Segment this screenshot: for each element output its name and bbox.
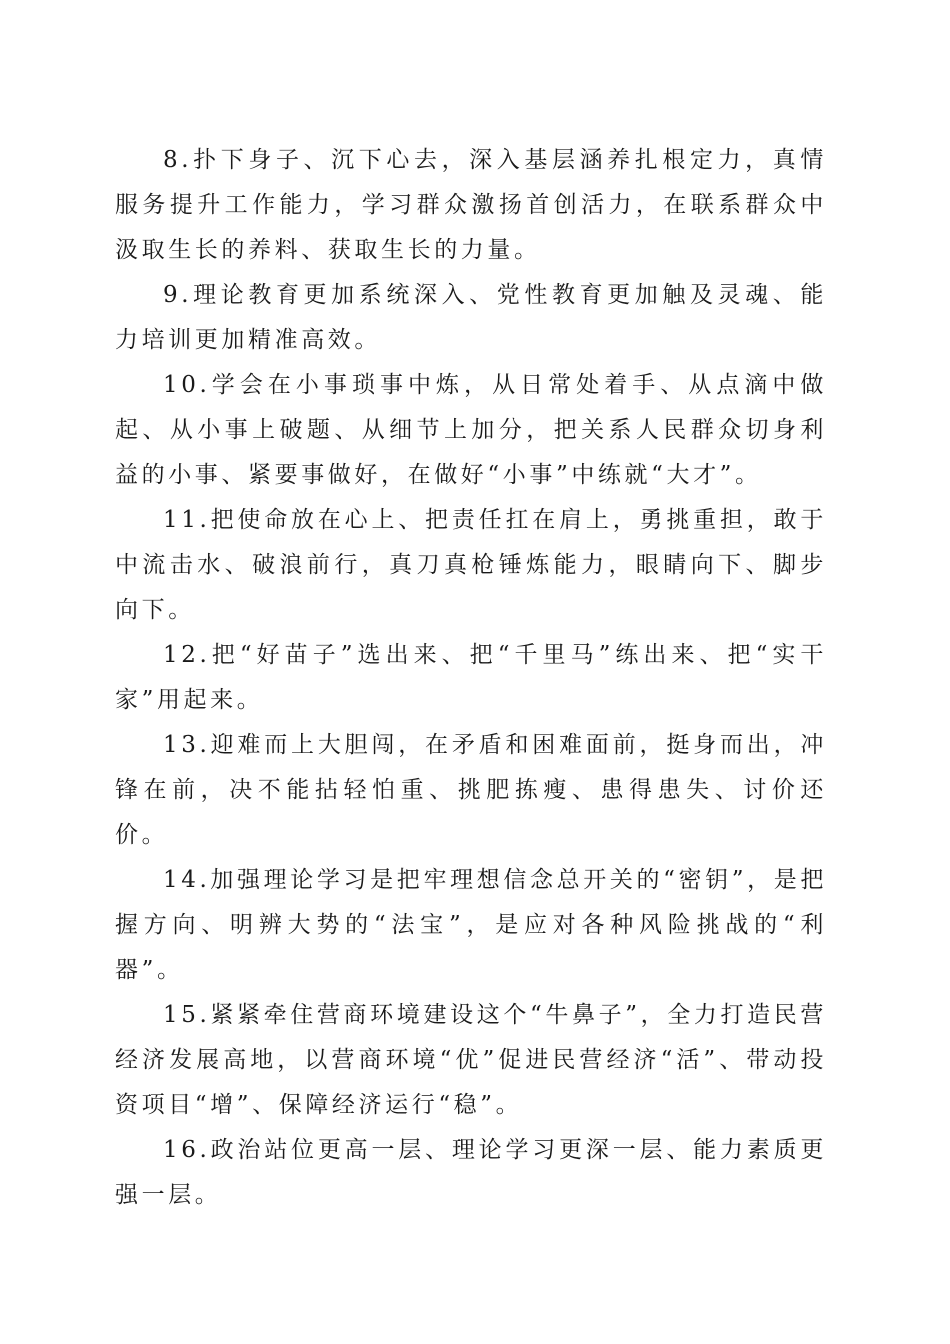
paragraph-item-12: 12.把“好苗子”选出来、把“千里马”练出来、把“实干家”用起来。 (115, 642, 827, 713)
paragraph-item-9: 9.理论教育更加系统深入、党性教育更加触及灵魂、能力培训更加精准高效。 (115, 282, 827, 353)
paragraph-item-11: 11.把使命放在心上、把责任扛在肩上，勇挑重担，敢于中流击水、破浪前行，真刀真枪锤炼能力，眼睛向下、脚步向下。 (115, 507, 827, 623)
paragraph-item-16: 16.政治站位更高一层、理论学习更深一层、能力素质更强一层。 (115, 1137, 827, 1208)
paragraph-item-10: 10.学会在小事琐事中炼，从日常处着手、从点滴中做起、从小事上破题、从细节上加分，把关系人民群众切身利益的小事、紧要事做好，在做好“小事”中练就“大才”。 (115, 372, 827, 488)
document-body (115, 138, 827, 1218)
paragraph-item-13: 13.迎难而上大胆闯，在矛盾和困难面前，挺身而出，冲锋在前，决不能拈轻怕重、挑肥拣瘦、患得患失、讨价还价。 (115, 732, 827, 848)
paragraph-item-8: 8.扑下身子、沉下心去，深入基层涵养扎根定力，真情服务提升工作能力，学习群众激扬首创活力，在联系群众中汲取生长的养料、获取生长的力量。 (115, 147, 827, 263)
paragraph-item-15: 15.紧紧牵住营商环境建设这个“牛鼻子”，全力打造民营经济发展高地，以营商环境“优”促进民营经济“活”、带动投资项目“增”、保障经济运行“稳”。 (115, 1002, 827, 1118)
paragraph-item-14: 14.加强理论学习是把牢理想信念总开关的“密钥”，是把握方向、明辨大势的“法宝”，是应对各种风险挑战的“利器”。 (115, 867, 827, 983)
